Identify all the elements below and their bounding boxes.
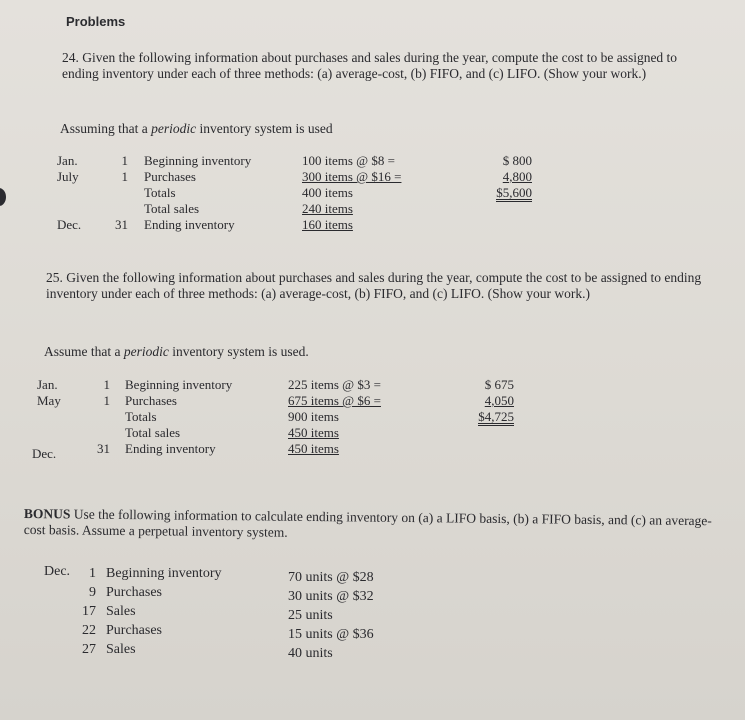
problem-25-days: 1 1 31	[97, 377, 110, 456]
problem-25-quantities: 225 items @ $3 = 675 items @ $6 = 900 items 450 items 450 items	[288, 377, 381, 456]
problem-25-text: Given the following information about purchases and sales during the year, compute the cost to be assigned to ending inventory under each of three methods: (a) average-cost, (b) FIFO, and (c) LIFO. (Show your work.)	[46, 270, 702, 301]
bonus-days: 1 9 17 22 27	[82, 566, 96, 657]
problem-25-months: Jan. May	[37, 377, 61, 408]
problem-25-number: 25.	[46, 270, 63, 285]
problem-25-intro: Assume that a periodic inventory system is used.	[44, 344, 309, 359]
problem-24-statement	[62, 50, 702, 82]
bonus-text: Use the following information to calculate ending inventory on (a) a LIFO basis, (b) a FIFO basis, and (c) an average-cost basis. Assume a perpetual inventory system.	[23, 506, 712, 540]
problem-24-number: 24.	[62, 50, 79, 65]
problem-25-amounts: $ 675 4,050 $4,725	[478, 377, 514, 424]
problem-24-text: Given the following information about purchases and sales during the year, compute the cost to be assigned to ending inventory under each of three methods: (a) average-cost, (b) FIFO, and (c) LIFO. (Show your work.)	[62, 50, 678, 81]
problem-24-days: 1 1 31	[115, 153, 128, 232]
bonus-month: Dec.	[44, 564, 71, 579]
problem-25-statement	[46, 270, 716, 302]
bonus-statement	[24, 506, 714, 545]
problem-24-descriptions: Beginning inventory Purchases Totals Total sales Ending inventory	[144, 153, 252, 232]
problem-25-dec: Dec.	[32, 446, 57, 461]
problem-24-months: Jan. July Dec.	[57, 153, 82, 232]
binder-hole	[0, 188, 6, 206]
problem-24-intro: Assuming that a periodic inventory system is used	[60, 121, 333, 136]
problem-25-descriptions: Beginning inventory Purchases Totals Total sales Ending inventory	[125, 377, 233, 456]
page-title: Problems	[66, 14, 126, 29]
problem-24-quantities: 100 items @ $8 = 300 items @ $16 = 400 items 240 items 160 items	[302, 153, 402, 232]
bonus-descriptions: Beginning inventory Purchases Sales Purchases Sales	[106, 566, 222, 657]
problem-24-amounts: $ 800 4,800 $5,600	[496, 153, 532, 200]
bonus-quantities: 70 units @ $28 30 units @ $32 25 units 15 units @ $36 40 units	[288, 570, 374, 661]
bonus-label: BONUS	[23, 506, 71, 522]
